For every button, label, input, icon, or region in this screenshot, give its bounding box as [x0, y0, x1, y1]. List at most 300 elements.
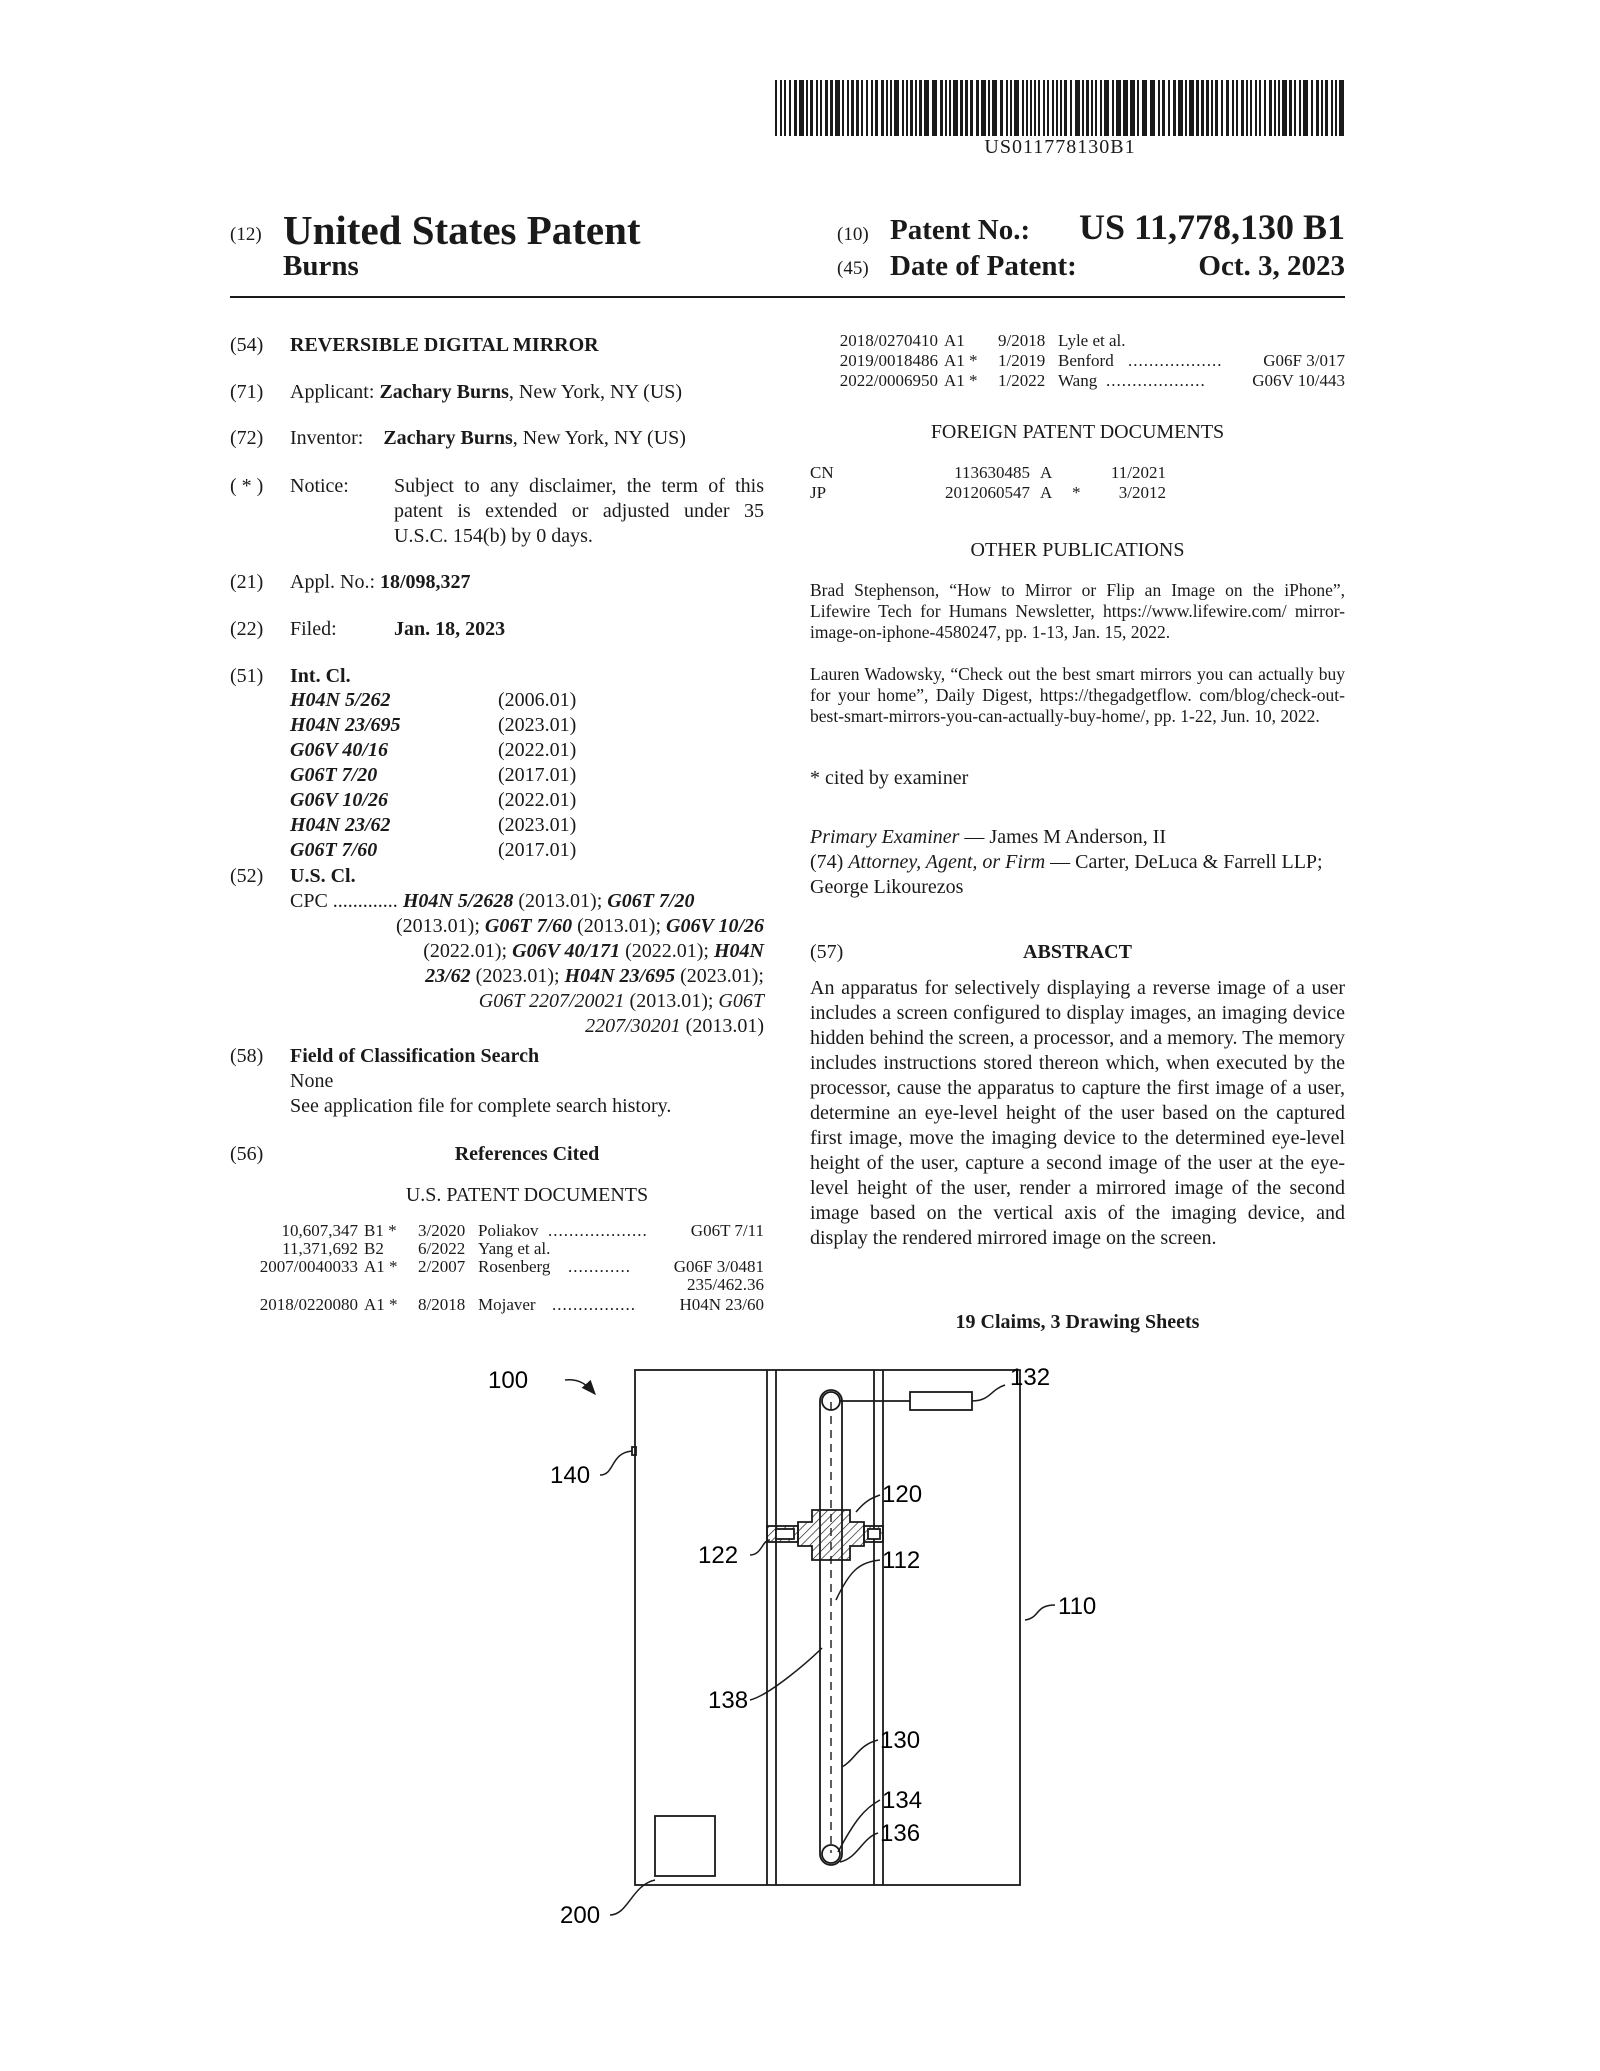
notice-text: Subject to any disclaimer, the term of this patent is extended or adjusted under 35 U.S.C. 154(b) by 0 days.	[394, 475, 764, 547]
barcode-bar	[881, 80, 884, 136]
barcode-bar	[1123, 80, 1128, 136]
barcode-bar	[1241, 80, 1244, 136]
ref-kind: A1 *	[364, 1295, 398, 1314]
barcode-bar	[780, 80, 782, 136]
barcode-bar	[981, 80, 986, 136]
ref-kind: B2	[364, 1239, 384, 1258]
barcode-bar	[1321, 80, 1323, 136]
examiner-label: Primary Examiner	[810, 826, 960, 848]
ref-numeral-136: 136	[880, 1820, 921, 1847]
barcode	[775, 80, 1345, 136]
ref-numeral-132: 132	[1010, 1364, 1051, 1391]
foreign-kind: A	[1040, 463, 1053, 482]
claims-summary: 19 Claims, 3 Drawing Sheets	[955, 1311, 1200, 1333]
barcode-bar	[1000, 80, 1003, 136]
foreign-number: 113630485	[954, 463, 1030, 482]
barcode-bar	[1226, 80, 1229, 136]
cpc-line	[290, 914, 764, 939]
intcl-code: G06V 10/26	[290, 789, 388, 811]
barcode-bar	[1142, 80, 1147, 136]
appl-tag: (21)	[230, 571, 264, 593]
ref-numeral-112: 112	[882, 1547, 921, 1574]
barcode-bar	[851, 80, 854, 136]
cpc-line	[290, 1014, 764, 1039]
attorney-name: — Carter, DeLuca & Farrell LLP; George Likourezos	[810, 851, 1323, 898]
cpc-code: H04N	[714, 940, 764, 962]
appl-number	[290, 570, 471, 595]
foreign-star: *	[1072, 483, 1081, 502]
barcode-bar	[856, 80, 859, 136]
barcode-bar	[1086, 80, 1089, 136]
barcode-bar	[810, 80, 813, 136]
barcode-bar	[1221, 80, 1223, 136]
cpc-code: G06T	[718, 990, 764, 1012]
foreign-docs-label: FOREIGN PATENT DOCUMENTS	[930, 421, 1225, 443]
other-publication: Brad Stephenson, “How to Mirror or Flip an Image on the iPhone”, Lifewire Tech for Humans Newsletter, https://www.lifewire.com/ mirror-image-on-iphone-4580247, pp. 1-13, Jan. 15, 2022.	[810, 580, 1345, 642]
inventor-surname: Burns	[283, 250, 359, 282]
invention-title: REVERSIBLE DIGITAL MIRROR	[290, 334, 599, 356]
foreign-country: JP	[810, 483, 827, 502]
intcl-row	[290, 688, 610, 713]
header-rule	[230, 296, 1345, 298]
barcode-bar	[919, 80, 922, 136]
intcl-row	[290, 813, 610, 838]
barcode-bar	[1060, 80, 1062, 136]
barcode-bar	[825, 80, 828, 136]
filed-date: Jan. 18, 2023	[394, 618, 506, 640]
barcode-bar	[970, 80, 973, 136]
cpc-code: G06T 7/60	[484, 915, 573, 937]
barcode-bar	[1038, 80, 1040, 136]
field-tag: (58)	[230, 1045, 264, 1067]
barcode-bar	[1116, 80, 1121, 136]
abstract-text: An apparatus for selectively displaying a reverse image of a user includes a screen configured to display images, an imaging device hidden behind the screen, a processor, and a memory. The memory includes instructions stored thereon which, when executed by the processor, cause the apparatus to capture the first image of a user, determine an eye-level height of the user based on the captured first image, move the imaging device to the determined eye-level height of the user, capture a second image of the user at the eye-level height of the user, render a mirrored image of the second image based on the vertical axis of the imaging device, and display the rendered mirrored image on the screen.	[810, 977, 1345, 1249]
foreign-kind: A	[1040, 483, 1053, 502]
leader-120	[856, 1495, 880, 1512]
barcode-bar	[1178, 80, 1183, 136]
barcode-bar	[992, 80, 997, 136]
leader-140	[600, 1451, 632, 1475]
ref-class: G06V 10/443	[1252, 371, 1345, 390]
other-publication: Lauren Wadowsky, “Check out the best smart mirrors you can actually buy for your home”, Daily Digest, https://thegadgetflow. com/blog/check-out-best-smart-mirrors-you-can-actually-buy-home/, pp. 1-22, Jun. 10, 2022.	[810, 664, 1345, 726]
ref-numeral-122: 122	[698, 1542, 739, 1569]
abstract-tag: (57)	[810, 941, 844, 963]
barcode-bar	[1030, 80, 1032, 136]
intcl-row	[290, 738, 610, 763]
ref-class: 235/462.36	[687, 1275, 764, 1294]
barcode-bar	[1289, 80, 1292, 136]
inventor-label: Inventor:	[290, 427, 364, 449]
ref-date: 1/2019	[998, 351, 1046, 370]
cpc-text: (2022.01);	[620, 940, 714, 962]
date-tag: (45)	[837, 258, 869, 279]
barcode-bar	[1091, 80, 1093, 136]
ref-number: 2018/0220080	[259, 1295, 358, 1314]
barcode-bar	[1215, 80, 1218, 136]
other-pubs-label: OTHER PUBLICATIONS	[970, 539, 1185, 561]
cpc-code: 23/62	[425, 965, 471, 987]
cpc-text: (2013.01)	[680, 1015, 764, 1037]
foreign-number: 2012060547	[945, 483, 1030, 502]
barcode-bar	[1250, 80, 1252, 136]
cpc-text: (2023.01);	[675, 965, 764, 987]
barcode-bar	[1014, 80, 1019, 136]
barcode-bar	[1006, 80, 1008, 136]
cpc-code: G06T 7/20	[607, 890, 695, 912]
barcode-bar	[794, 80, 797, 136]
barcode-bar	[1082, 80, 1084, 136]
ref-class: G06T 7/11	[690, 1221, 764, 1240]
barcode-bar	[1112, 80, 1114, 136]
barcode-bar	[940, 80, 943, 136]
carriage-120	[798, 1510, 864, 1560]
ref-leader: ...................	[548, 1221, 648, 1240]
ref-leader: ..................	[1128, 351, 1223, 370]
ref-kind: A1 *	[364, 1257, 398, 1276]
primary-examiner	[810, 825, 1345, 850]
barcode-bar	[1056, 80, 1058, 136]
intcl-version: (2022.01)	[498, 789, 577, 811]
barcode-bar	[1325, 80, 1328, 136]
patent-no-label: Patent No.:	[890, 214, 1031, 246]
barcode-bar	[910, 80, 913, 136]
barcode-bar	[1282, 80, 1287, 136]
barcode-bar	[1095, 80, 1097, 136]
ref-leader: ...................	[1106, 371, 1206, 390]
appl-no: 18/098,327	[380, 571, 471, 593]
barcode-bar	[830, 80, 833, 136]
leader-138	[750, 1648, 822, 1700]
leader-100	[565, 1380, 595, 1394]
intcl-row	[290, 838, 610, 863]
barcode-bar	[806, 80, 808, 136]
barcode-bar	[1010, 80, 1012, 136]
barcode-bar	[1022, 80, 1024, 136]
notice-label: Notice:	[290, 475, 349, 497]
pulley-bottom-134	[822, 1845, 840, 1863]
date-label: Date of Patent:	[890, 250, 1077, 282]
barcode-bar	[1043, 80, 1045, 136]
barcode-bar	[871, 80, 873, 136]
cpc-text: (2023.01);	[470, 965, 565, 987]
barcode-bar	[1294, 80, 1296, 136]
barcode-bar	[847, 80, 849, 136]
barcode-bar	[866, 80, 868, 136]
barcode-bar	[1158, 80, 1160, 136]
cpc-code: H04N 5/2628	[402, 890, 514, 912]
intcl-code: G06T 7/60	[290, 839, 378, 861]
ref-date: 9/2018	[998, 331, 1046, 350]
cpc-text: (2013.01);	[572, 915, 667, 937]
slot-left	[776, 1529, 794, 1539]
ref-date: 6/2022	[418, 1239, 466, 1258]
ref-number: 10,607,347	[281, 1221, 358, 1240]
barcode-bar	[784, 80, 786, 136]
barcode-bar	[1246, 80, 1248, 136]
barcode-bar	[965, 80, 968, 136]
inventor-location: , New York, NY (US)	[512, 427, 686, 449]
barcode-bar	[1052, 80, 1054, 136]
barcode-bar	[1070, 80, 1072, 136]
ref-date: 2/2007	[418, 1257, 466, 1276]
patent-type-title: United States Patent	[283, 207, 641, 253]
intcl-code: G06V 40/16	[290, 739, 388, 761]
intcl-row	[290, 763, 610, 788]
barcode-bar	[1168, 80, 1170, 136]
ref-number: 2019/0018486	[839, 351, 938, 370]
refs-label: References Cited	[454, 1143, 600, 1165]
leader-130	[842, 1740, 878, 1767]
field-none: None	[290, 1070, 334, 1092]
barcode-bar	[1185, 80, 1187, 136]
applicant-location: , New York, NY (US)	[508, 381, 683, 403]
barcode-bar	[1311, 80, 1313, 136]
cpc-line	[290, 989, 764, 1014]
barcode-bar	[1211, 80, 1213, 136]
ref-number: 2007/0040033	[259, 1257, 358, 1276]
cpc-line	[290, 889, 764, 914]
barcode-bar	[842, 80, 844, 136]
ref-date: 1/2022	[998, 371, 1046, 390]
intcl-list	[290, 688, 610, 863]
barcode-bar	[1339, 80, 1344, 136]
ref-class: H04N 23/60	[679, 1295, 764, 1314]
inventor-name: Zachary Burns	[383, 427, 513, 449]
barcode-bar	[820, 80, 822, 136]
cpc-code: G06V 10/26	[666, 915, 764, 937]
barcode-bar	[894, 80, 899, 136]
barcode-bar	[1269, 80, 1272, 136]
applicant-label: Applicant:	[290, 381, 375, 403]
ref-name: Benford	[1058, 351, 1114, 370]
barcode-bar	[902, 80, 904, 136]
intcl-version: (2023.01)	[498, 714, 577, 736]
ref-numeral-140: 140	[550, 1462, 591, 1489]
barcode-bar	[1201, 80, 1204, 136]
uscl-label: U.S. Cl.	[290, 865, 356, 887]
barcode-bar	[976, 80, 979, 136]
barcode-bar	[1196, 80, 1199, 136]
us-docs-continued	[810, 332, 1345, 392]
ref-number: 2022/0006950	[839, 371, 938, 390]
mirror-housing-110	[635, 1370, 1020, 1885]
ref-numeral-134: 134	[882, 1787, 923, 1814]
cpc-text: CPC .............	[290, 890, 403, 912]
applicant-name: Zachary Burns	[379, 381, 509, 403]
filed-tag: (22)	[230, 618, 264, 640]
barcode-number: US011778130B1	[984, 136, 1136, 158]
motor-132	[910, 1392, 972, 1410]
foreign-date: 3/2012	[1118, 483, 1166, 502]
ref-kind: A1	[944, 331, 965, 350]
inventor-tag: (72)	[230, 427, 264, 449]
barcode-bar	[1331, 80, 1333, 136]
abstract-heading: ABSTRACT	[1023, 941, 1132, 963]
barcode-bar	[1236, 80, 1238, 136]
barcode-bar	[875, 80, 878, 136]
ref-name: Wang	[1058, 371, 1098, 390]
patent-drawing	[470, 1350, 1190, 1930]
processor-200	[655, 1816, 715, 1876]
intcl-row	[290, 788, 610, 813]
barcode-bar	[1274, 80, 1276, 136]
notice-tag: ( * )	[230, 475, 264, 497]
foreign-docs-table	[810, 464, 1345, 504]
intcl-version: (2017.01)	[498, 839, 577, 861]
cpc-line	[290, 939, 764, 964]
cpc-line	[290, 964, 764, 989]
cpc-text: (2013.01);	[513, 890, 608, 912]
barcode-bar	[1104, 80, 1109, 136]
ref-numeral-120: 120	[882, 1481, 923, 1508]
barcode-bar	[960, 80, 963, 136]
barcode-bar	[1130, 80, 1135, 136]
barcode-bar	[1189, 80, 1194, 136]
intcl-code: H04N 23/695	[290, 714, 401, 736]
barcode-bar	[945, 80, 947, 136]
barcode-bar	[775, 80, 777, 136]
barcode-bar	[816, 80, 818, 136]
patent-number: US 11,778,130 B1	[1078, 207, 1345, 247]
ref-date: 3/2020	[418, 1221, 466, 1240]
uscl-tag: (52)	[230, 865, 264, 887]
leader-132	[972, 1385, 1005, 1401]
barcode-bar	[1303, 80, 1308, 136]
slot-right	[868, 1529, 880, 1539]
intcl-row	[290, 713, 610, 738]
ref-leader: ............	[568, 1257, 631, 1276]
barcode-bar	[1064, 80, 1067, 136]
barcode-bar	[1255, 80, 1257, 136]
attorney-label: Attorney, Agent, or Firm	[848, 851, 1046, 873]
cpc-text: (2013.01);	[396, 915, 485, 937]
patent-date: Oct. 3, 2023	[1198, 250, 1345, 282]
ref-class: G06F 3/017	[1263, 351, 1345, 370]
leader-110	[1025, 1605, 1055, 1620]
inventor	[290, 426, 686, 451]
ref-numeral-100: 100	[488, 1367, 529, 1394]
intcl-version: (2017.01)	[498, 764, 577, 786]
foreign-country: CN	[810, 463, 834, 482]
barcode-bar	[1137, 80, 1139, 136]
refs-tag: (56)	[230, 1143, 264, 1165]
barcode-bar	[1047, 80, 1049, 136]
cpc-code: G06V 40/171	[512, 940, 621, 962]
cpc-code: H04N 23/695	[564, 965, 676, 987]
barcode-bar	[1075, 80, 1080, 136]
barcode-bar	[1026, 80, 1028, 136]
intcl-tag: (51)	[230, 665, 264, 687]
barcode-bar	[1034, 80, 1036, 136]
patent-no-tag: (10)	[837, 224, 869, 245]
us-docs-label: U.S. PATENT DOCUMENTS	[405, 1184, 649, 1206]
ref-kind: A1 *	[944, 371, 978, 390]
barcode-bar	[1206, 80, 1209, 136]
cpc-text: (2013.01);	[624, 990, 719, 1012]
barcode-bar	[1299, 80, 1301, 136]
us-docs-table	[230, 1222, 764, 1332]
ref-kind: B1 *	[364, 1221, 397, 1240]
barcode-bar	[1316, 80, 1319, 136]
ref-leader: ................	[552, 1295, 636, 1314]
barcode-bar	[890, 80, 892, 136]
foreign-date: 11/2021	[1110, 463, 1166, 482]
barcode-bar	[789, 80, 791, 136]
ref-date: 8/2018	[418, 1295, 466, 1314]
ref-name: Yang et al.	[478, 1239, 551, 1258]
ref-name: Lyle et al.	[1058, 331, 1126, 350]
cited-note: * cited by examiner	[810, 767, 969, 789]
intcl-code: H04N 5/262	[290, 689, 391, 711]
ref-numeral-110: 110	[1058, 1593, 1097, 1620]
intcl-version: (2022.01)	[498, 739, 577, 761]
barcode-bar	[924, 80, 929, 136]
barcode-bar	[835, 80, 840, 136]
applicant-tag: (71)	[230, 381, 264, 403]
intcl-version: (2023.01)	[498, 814, 577, 836]
ref-name: Mojaver	[478, 1295, 536, 1314]
barcode-bar	[949, 80, 951, 136]
barcode-bar	[1162, 80, 1165, 136]
ref-number: 11,371,692	[282, 1239, 358, 1258]
field-note: See application file for complete search history.	[290, 1095, 672, 1117]
title-tag: (54)	[230, 334, 264, 356]
examiner-name: — James M Anderson, II	[959, 826, 1167, 848]
barcode-bar	[953, 80, 958, 136]
cpc-code: G06T 2207/20021	[478, 990, 625, 1012]
barcode-bar	[906, 80, 908, 136]
cpc-block	[290, 889, 764, 1039]
barcode-bar	[932, 80, 937, 136]
barcode-bar	[1100, 80, 1102, 136]
barcode-bar	[1150, 80, 1155, 136]
ref-name: Poliakov	[478, 1221, 539, 1240]
filed-label: Filed:	[290, 618, 337, 640]
applicant	[290, 380, 682, 405]
intcl-code: H04N 23/62	[290, 814, 391, 836]
barcode-bar	[886, 80, 888, 136]
attorney-tag: (74)	[810, 851, 844, 873]
ref-name: Rosenberg	[478, 1257, 551, 1276]
kind-tag: (12)	[230, 224, 262, 245]
cpc-code: 2207/30201	[585, 1015, 681, 1037]
appl-label: Appl. No.:	[290, 571, 375, 593]
barcode-bar	[1259, 80, 1261, 136]
ref-kind: A1 *	[944, 351, 978, 370]
attorney	[810, 850, 1345, 900]
barcode-bar	[799, 80, 804, 136]
barcode-bar	[1264, 80, 1266, 136]
barcode-bar	[1278, 80, 1280, 136]
intcl-code: G06T 7/20	[290, 764, 378, 786]
intcl-label: Int. Cl.	[290, 665, 351, 687]
field-label: Field of Classification Search	[290, 1045, 540, 1067]
barcode-bar	[1173, 80, 1176, 136]
barcode-bar	[1232, 80, 1234, 136]
barcode-bar	[988, 80, 990, 136]
ref-class: G06F 3/0481	[673, 1257, 764, 1276]
ref-number: 2018/0270410	[839, 331, 938, 350]
barcode-bar	[861, 80, 863, 136]
cpc-text: (2022.01);	[423, 940, 513, 962]
barcode-bar	[915, 80, 917, 136]
ref-numeral-200: 200	[560, 1902, 601, 1929]
barcode-bar	[1335, 80, 1337, 136]
intcl-version: (2006.01)	[498, 689, 577, 711]
ref-numeral-130: 130	[880, 1727, 921, 1754]
sensor-140	[632, 1447, 636, 1455]
ref-numeral-138: 138	[708, 1687, 749, 1714]
